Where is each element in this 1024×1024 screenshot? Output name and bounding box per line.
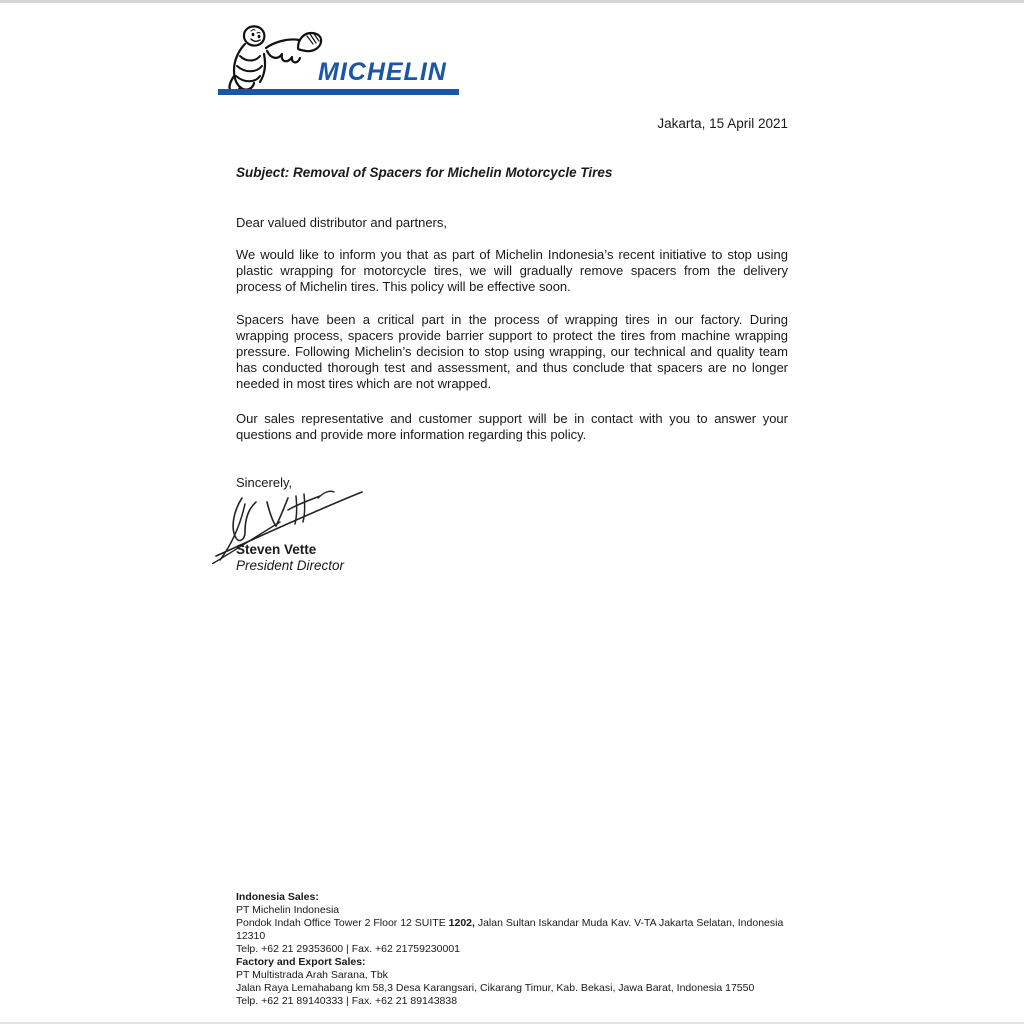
factory-phone: Telp. +62 21 89140333 | Fax. +62 21 89143838 bbox=[236, 995, 458, 1007]
logo-underline bbox=[218, 89, 459, 95]
michelin-man-icon bbox=[222, 24, 327, 94]
factory-company: PT Multistrada Arah Sarana, Tbk bbox=[236, 969, 388, 981]
factory-sales-label: Factory and Export Sales: bbox=[236, 956, 366, 968]
indonesia-address-pre: Pondok Indah Office Tower 2 Floor 12 SUITE bbox=[236, 917, 449, 929]
paragraph-2: Spacers have been a critical part in the process of wrapping tires in our factory. During wrapping process, spacers provide barrier support to protect the tires from machine wrapping pressure. Following Michelin’s decision to stop using wrapping, our technical and quality team has conducted thorough test and assessment, and thus conclude that spacers are no longer needed in most tires which are not wrapped. bbox=[236, 312, 788, 391]
closing-line: Sincerely, bbox=[236, 475, 293, 490]
salutation: Dear valued distributor and partners, bbox=[236, 215, 448, 230]
page-edge-top bbox=[0, 0, 1024, 3]
brand-wordmark: MICHELIN bbox=[318, 58, 447, 86]
indonesia-address-suite: 1202, bbox=[448, 917, 475, 929]
indonesia-address bbox=[236, 917, 796, 943]
paragraph-3: Our sales representative and customer support will be in contact with you to answer your questions and provide more information regarding this policy. bbox=[236, 411, 788, 442]
michelin-logo bbox=[218, 22, 468, 100]
indonesia-phone: Telp. +62 21 29353600 | Fax. +62 21759230001 bbox=[236, 943, 461, 955]
signer-title: President Director bbox=[236, 558, 345, 573]
footer-contact-block bbox=[236, 891, 796, 1008]
subject-line: Subject: Removal of Spacers for Michelin Motorcycle Tires bbox=[236, 165, 613, 180]
signer-name: Steven Vette bbox=[236, 542, 317, 557]
indonesia-address-post: Jalan Sultan Iskandar Muda Kav. V-TA Jakarta Selatan, Indonesia 12310 bbox=[236, 917, 784, 942]
factory-address: Jalan Raya Lemahabang km 58,3 Desa Karangsari, Cikarang Timur, Kab. Bekasi, Jawa Barat, Indonesia 17550 bbox=[236, 982, 755, 994]
paragraph-1: We would like to inform you that as part of Michelin Indonesia’s recent initiative to stop using plastic wrapping for motorcycle tires, we will gradually remove spacers from the delivery process of Michelin tires. This policy will be effective soon. bbox=[236, 247, 788, 294]
indonesia-sales-label: Indonesia Sales: bbox=[236, 891, 319, 903]
indonesia-company: PT Michelin Indonesia bbox=[236, 904, 340, 916]
date-line: Jakarta, 15 April 2021 bbox=[657, 116, 788, 131]
